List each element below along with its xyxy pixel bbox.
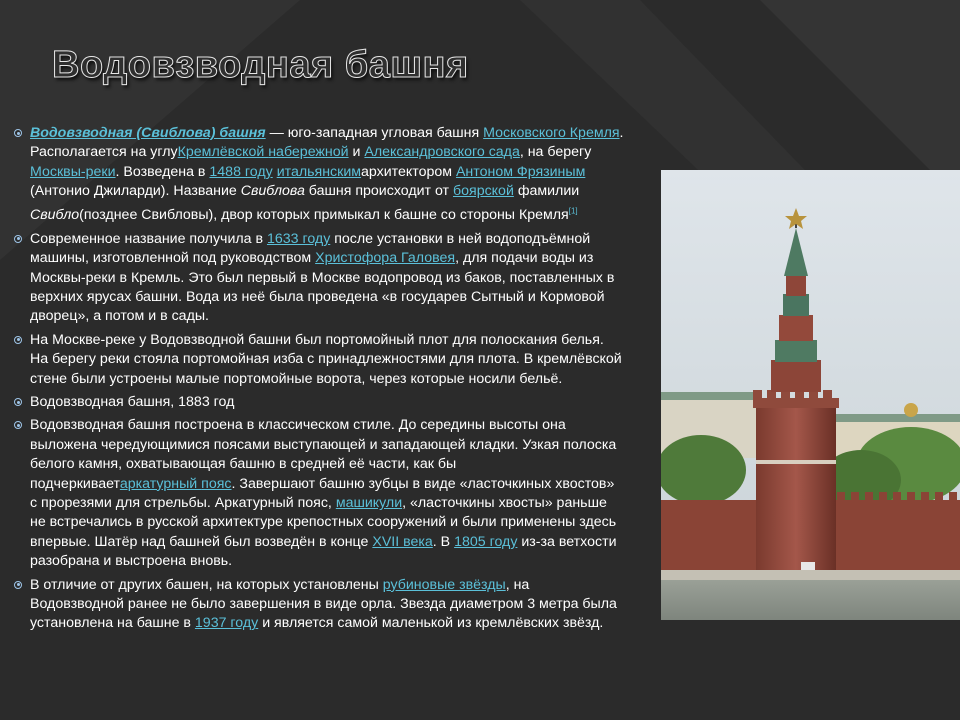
text-content	[14, 124, 624, 638]
text-link[interactable]: Водовзводная (Свиблова) башня	[30, 125, 266, 141]
bullet-icon	[14, 235, 22, 243]
paragraph-text	[30, 231, 614, 325]
text-link[interactable]: 1805 году	[454, 533, 518, 550]
text-run: , для подачи воды из Москвы-реки в Кремль. Это был первый в Москве водопровод из баков, поставленных в верхних ярусах башни. Вода из неё была проведена «в государев Сытный и Кормовой дворец», а потом и в сады.	[30, 250, 615, 325]
text-run: Водовзводная башня, 1883 год	[30, 394, 235, 411]
text-run: Свиблова	[240, 183, 305, 200]
text-link[interactable]: машикули	[335, 495, 403, 512]
bullet-paragraph-3	[14, 331, 624, 389]
text-run: (Антонио Джиларди). Название	[30, 183, 241, 200]
paragraph-text	[30, 394, 234, 410]
text-run: . В	[432, 533, 455, 550]
text-run: , на Водовзводной ранее не было завершения в виде орла. Звезда диаметром 3 метра была установлена на башне в	[30, 576, 617, 632]
text-link[interactable]: набережной	[268, 144, 349, 161]
paragraph-text	[30, 332, 622, 387]
paragraph-text	[30, 125, 624, 223]
text-link[interactable]: Христофора Галовея	[315, 250, 456, 267]
text-run: и является самой маленькой из кремлёвских звёзд.	[258, 615, 604, 632]
text-link[interactable]: аркатурный	[119, 475, 202, 492]
paragraph-text	[30, 577, 617, 632]
text-run: Свибло	[30, 207, 80, 224]
text-run: , на берегу	[519, 144, 592, 161]
text-run: башня происходит от	[304, 183, 453, 200]
text-link[interactable]: Кремлёвской	[177, 144, 269, 161]
text-link[interactable]: Москвы-реки	[30, 163, 116, 180]
text-run: фамилии	[513, 183, 580, 200]
kremlin-tower-photo	[661, 170, 960, 620]
paragraph-text	[30, 417, 617, 569]
bullet-paragraph-1	[14, 124, 624, 226]
bullet-icon	[14, 581, 22, 589]
text-run: после установки в ней водоподъёмной машины, изготовленной под руководством	[30, 230, 591, 267]
text-run: и	[348, 144, 365, 161]
text-run: [1]	[568, 206, 578, 216]
text-run: . Располагается на углу	[30, 125, 624, 161]
tower-illustration	[661, 170, 960, 620]
text-run: (позднее Свибловы), двор которых примыкал к башне со стороны Кремля	[79, 207, 569, 224]
bullet-icon	[14, 398, 22, 406]
slide-title: Водовзводная башня	[52, 44, 469, 86]
text-link[interactable]: XVII века	[372, 533, 433, 550]
text-link[interactable]: итальянским	[276, 163, 362, 180]
text-link[interactable]: 1937 году	[194, 615, 259, 632]
text-run: Водовзводная башня построена в классическом стиле. До середины высоты она выложена чередующимися поясами выступающей и западающей кладки. Узкая полоска белого камня, охватывающая башню в средней её части, как бы подчеркивает	[30, 417, 617, 492]
bullet-paragraph-5	[14, 416, 624, 571]
text-link[interactable]: Александровского сада	[364, 144, 520, 161]
bullet-icon	[14, 336, 22, 344]
bullet-paragraph-6	[14, 576, 624, 634]
text-link[interactable]: 1633 году	[266, 230, 331, 247]
text-run: Современное название получила в	[30, 230, 267, 247]
text-run: В отличие от других башен, на которых установлены	[30, 576, 383, 593]
bullet-icon	[14, 129, 22, 137]
text-run: . Возведена в	[115, 163, 210, 180]
text-run: архитектором	[361, 163, 456, 180]
text-run: , «ласточкины хвосты» раньше не встречались в русской архитектуре крепостных сооружений и были применены здесь впервые. Шатёр над башней был возведён в конце	[30, 495, 617, 550]
text-link[interactable]: Антоном	[455, 163, 517, 180]
text-link[interactable]: 1488 году	[209, 163, 273, 180]
text-run: На Москве-реке у Водовзводной башни был портомойный плот для полоскания белья. На берегу реки стояла портомойная изба с принадлежностями для плота. В кремлёвской стене были устроены малые портомойные ворота, через которые носили бельё.	[30, 331, 622, 387]
text-link[interactable]: Фрязиным	[516, 163, 586, 180]
text-run: . Завершают башню зубцы в виде «ласточкиных хвостов» с прорезями для стрельбы. Аркатурный пояс,	[30, 475, 615, 512]
bullet-icon	[14, 421, 22, 429]
text-run: из-за ветхости разобрана и выстроена вновь.	[30, 533, 617, 570]
bullet-paragraph-2	[14, 230, 624, 327]
text-link[interactable]: Московского Кремля	[483, 125, 620, 141]
text-link[interactable]: боярской	[453, 183, 514, 200]
text-link[interactable]: пояс	[201, 475, 232, 492]
text-link[interactable]: рубиновые звёзды	[382, 576, 506, 593]
text-run: — юго-западная угловая башня	[265, 125, 484, 141]
bullet-paragraph-4	[14, 393, 624, 412]
